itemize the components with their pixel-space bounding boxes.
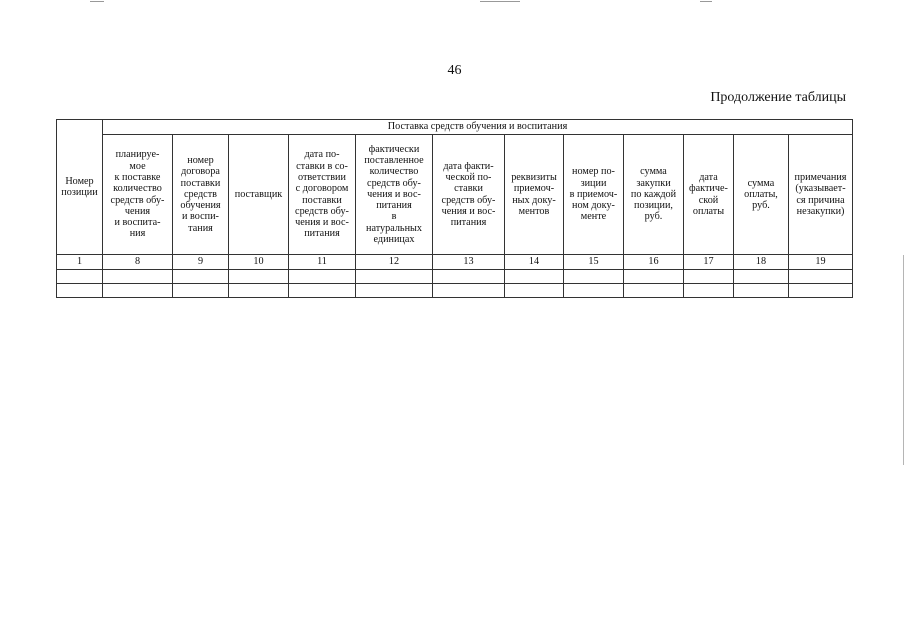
column-header-notes: примечания (указывает- ся причина незакупки) [789,135,853,255]
table-cell [734,270,789,284]
table-cell [433,284,505,298]
scan-artifact [903,255,904,465]
column-number-row [57,255,853,270]
column-number-cell: 13 [433,255,505,270]
column-header-purchase-amount: сумма закупки по каждой позиции, руб. [624,135,684,255]
table-cell [229,284,289,298]
column-number-cell: 1 [57,255,103,270]
table-continuation-label: Продолжение таблицы [710,90,846,105]
header-group-row [57,120,853,135]
table-cell [624,284,684,298]
table-cell [789,284,853,298]
table-cell [734,284,789,298]
table-cell [356,270,433,284]
column-header-contract-delivery-date: дата по- ставки в со- ответствии с договором поставки средств обу- чения и вос- питания [289,135,356,255]
table-cell [103,284,173,298]
table-cell [57,284,103,298]
table-cell [289,284,356,298]
column-header-payment-date: дата фактиче- ской оплаты [684,135,734,255]
table-cell [505,270,564,284]
column-header-supplier: поставщик [229,135,289,255]
scan-artifact [480,1,520,2]
table-cell [229,270,289,284]
column-header-acceptance-documents: реквизиты приемоч- ных доку- ментов [505,135,564,255]
column-number-cell: 15 [564,255,624,270]
column-number-cell: 19 [789,255,853,270]
column-header-contract-number: номер договора поставки средств обучения и воспи- тания [173,135,229,255]
table-cell [173,270,229,284]
column-header-actual-quantity: фактически поставленное количество средств обу- чения и вос- питания в натуральных единицах [356,135,433,255]
column-number-cell: 14 [505,255,564,270]
table-cell [564,270,624,284]
column-number-cell: 18 [734,255,789,270]
table-cell [433,270,505,284]
table-cell [103,270,173,284]
column-number-cell: 9 [173,255,229,270]
supply-table [56,119,853,298]
column-header-position-number: Номер позиции [57,120,103,255]
table-cell [684,270,734,284]
column-number-cell: 10 [229,255,289,270]
table-cell [289,270,356,284]
column-number-cell: 17 [684,255,734,270]
header-columns-row [57,135,853,255]
column-number-cell: 12 [356,255,433,270]
table-row [57,270,853,284]
table-cell [505,284,564,298]
table-cell [356,284,433,298]
table-row [57,284,853,298]
table-cell [173,284,229,298]
column-header-payment-amount: сумма оплаты, руб. [734,135,789,255]
column-number-cell: 8 [103,255,173,270]
table-cell [57,270,103,284]
page-number: 46 [447,63,462,78]
scan-artifact [700,1,712,2]
column-number-cell: 11 [289,255,356,270]
table-cell [564,284,624,298]
table-cell [684,284,734,298]
column-header-actual-delivery-date: дата факти- ческой по- ставки средств обу- чения и вос- питания [433,135,505,255]
column-number-cell: 16 [624,255,684,270]
column-header-planned-quantity: планируе- мое к поставке количество средств обу- чения и воспита- ния [103,135,173,255]
group-header-supply: Поставка средств обучения и воспитания [103,120,853,135]
table-cell [624,270,684,284]
column-header-acceptance-position-number: номер по- зиции в приемоч- ном доку- менте [564,135,624,255]
table-cell [789,270,853,284]
scan-artifact [90,1,104,2]
